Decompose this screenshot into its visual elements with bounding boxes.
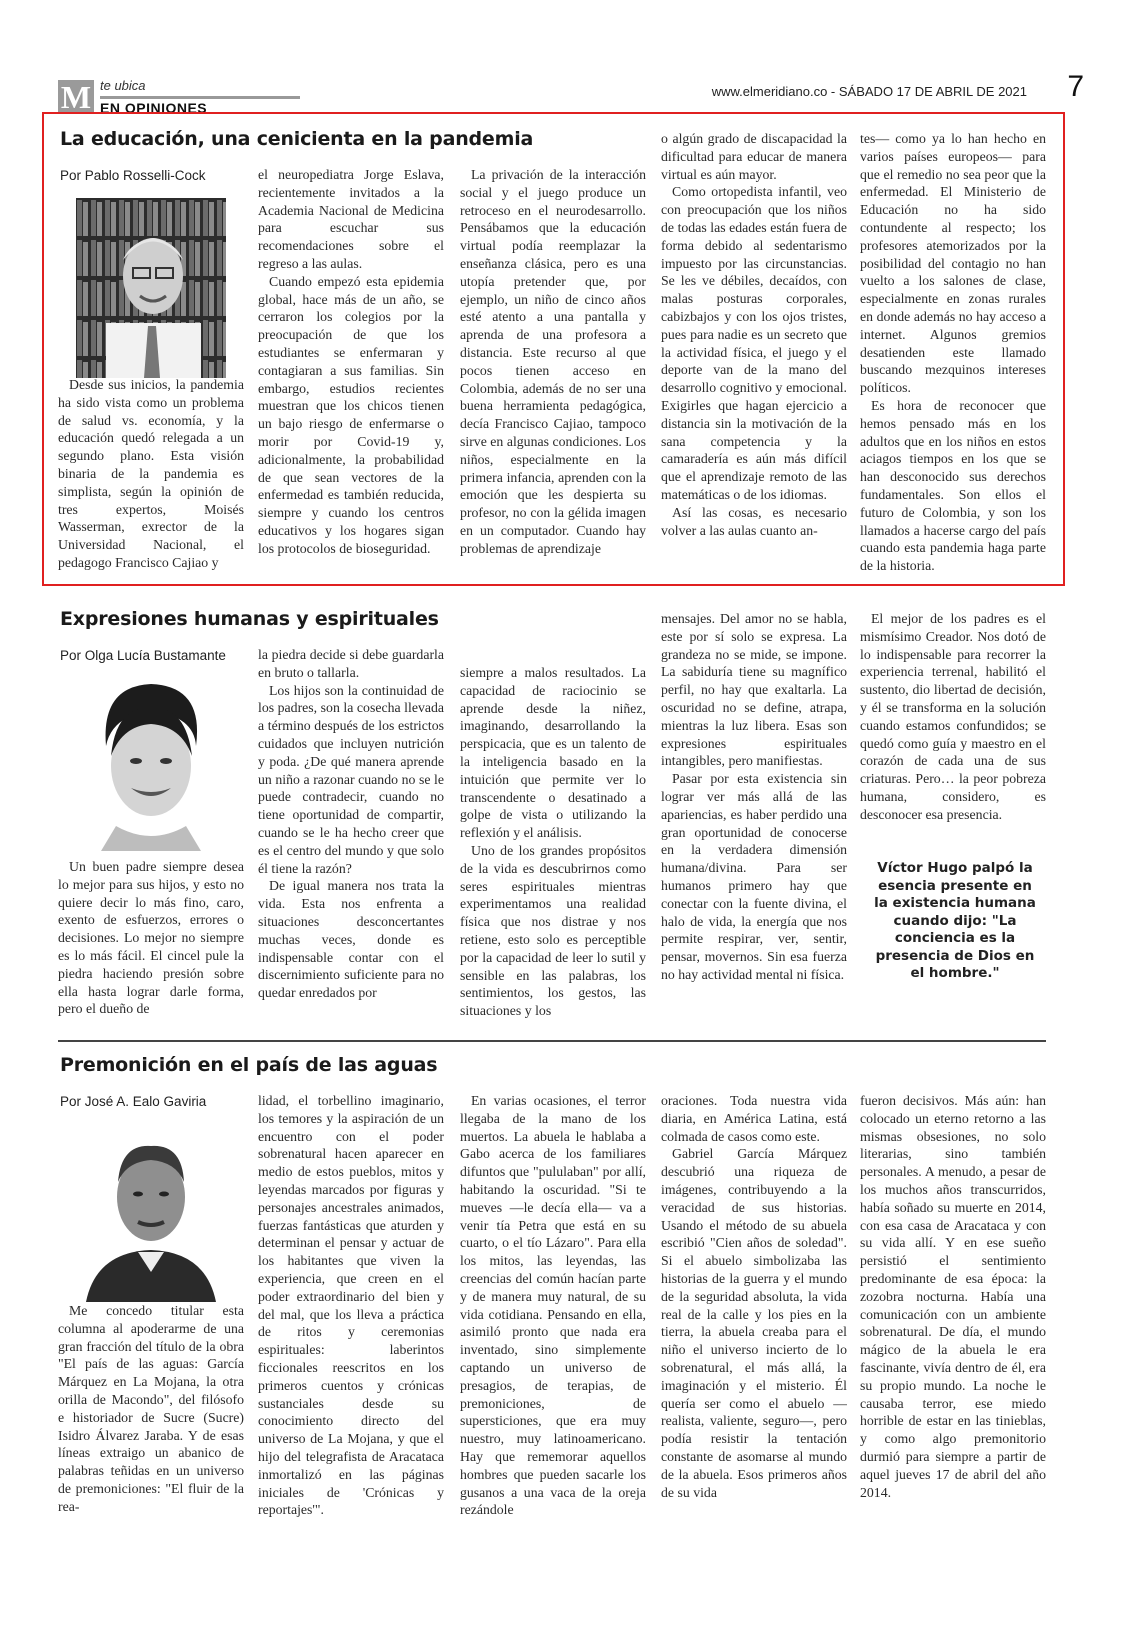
article-headline: Expresiones humanas y espirituales: [60, 608, 439, 630]
header-date-line[interactable]: www.elmeridiano.co - SÁBADO 17 DE ABRIL DE 2021: [711, 84, 1027, 99]
paragraph: Como ortopedista infantil, veo con preocupación que los niños de todas las edades están fuera de forma debido al sedentarismo impuesto por las circunstancias. Se les ve débiles, decaídos, con malas posturas corporales, cabizbajos y con los ojos tristes, pues para nadie es un secreto que la actividad física, el juego y el deporte van de la mano del desarrollo cognitivo y emocional. Exigirles que hagan ejercicio a distancia sin la motivación de la sana competencia y la camaradería es aún más difícil que el aprendizaje remoto de las matemáticas o de los idiomas.: [661, 184, 847, 502]
paragraph: Un buen padre siempre desea lo mejor para sus hijos, y esto no quiere decir lo más fino, caro, exento de esfuerzos, errores o decisiones. Lo mejor no siempre es lo más fácil. El cincel pule la piedra haciendo presión sobre ella hasta lograr darle forma, pero el dueño de: [58, 859, 244, 1017]
article-column-5: [860, 1092, 1046, 1589]
paragraph: La privación de la interacción social y el juego produce un retroceso en el neurodesarrollo. Pensábamos que la educación virtual podía reemplazar la enseñanza clásica, pero es una utopía pretender que, por ejemplo, un niño de cinco años esté atento a una pantalla y aprenda de una profesora a distancia. Este recurso al que pocos tienen acceso en Colombia, además de no ser una buena herramienta pedagógica, decía Francisco Cajiao, tampoco sirve en algunas condiciones. Los niños, especialmente en la primera infancia, aprenden con la emoción que les despierta su profesor, no con la gélida imagen en un computador. Cuando hay problemas de aprendizaje: [460, 167, 646, 556]
paragraph: la piedra decide si debe guardarla en bruto o tallarla.: [258, 647, 444, 680]
paragraph: Pasar por esta existencia sin lograr ver más allá de las apariencias, es haber perdido una gran oportunidad de conocerse en la verdadera dimensión humana/divina. Para ser humanos primero hay que conectar con la fuente divina, el halo de vida, la energía que nos permite respirar, ver, sentir, pensar, movernos. Sin esa fuerza no hay actividad mental ni física.: [661, 771, 847, 982]
author-photo: [76, 1122, 226, 1302]
article-column-1: [58, 376, 244, 576]
paragraph: Uno de los grandes propósitos de la vida es descubrirnos como seres espirituales mientras experimentamos una realidad física que nos distrae y nos retiene, esto solo es perceptible por la capacidad de leer lo sutil y sensible en las palabras, los sentimientos, los gestos, las situaciones y los: [460, 842, 646, 1019]
section-label: EN OPINIONES: [100, 100, 208, 116]
page-number: 7: [1067, 70, 1084, 103]
article-column-5: [860, 610, 1046, 845]
header-tagline: te ubica: [100, 78, 146, 93]
paragraph: Cuando empezó esta epidemia global, hace más de un año, se cerraron los colegios por la preocupación de que los estudiantes se enfermaran y contagiaran a sus familias. Sin embargo, estudios recientes muestran que los chicos tienen un bajo riesgo de enfermarse o morir por Covid-19 y, adicionalmente, la probabilidad de que sean vectores de la enfermedad es también reducida, siempre y cuando los centros educativos y los hogares sigan los protocolos de bioseguridad.: [258, 273, 444, 556]
author-photo: [76, 198, 226, 378]
paragraph: Así las cosas, es necesario volver a las aulas cuanto an-: [661, 504, 847, 538]
paragraph: Los hijos son la continuidad de los padres, son la cosecha llevada a término después de los estrictos cuidados que incluyen nutrición y poda. ¿De qué manera aprende un niño a razonar cuando no se le puede contradecir, cuando no tiene oportunidad de compartir, cuando se le ha hecho creer que es el centro del mundo y que solo él tiene la razón?: [258, 682, 444, 876]
article-column-4: [661, 610, 847, 1033]
article-column-1: [58, 858, 244, 1033]
author-photo: [76, 676, 226, 851]
paragraph: Desde sus inicios, la pandemia ha sido vista como un problema de salud vs. economía, y la educación quedó relegada a un segundo plano. Esta visión binaria de la pandemia es simplista, según la opinión de tres expertos, Moisés Wasserman, exrector de la Universidad Nacional, el pedagogo Francisco Cajiao y: [58, 377, 244, 570]
article-byline: Por José A. Ealo Gaviria: [60, 1094, 207, 1109]
paragraph: tes— como ya lo han hecho en varios países europeos— para que el remedio no sea peor que la enfermedad. El Ministerio de Educación no ha sido contundente al respecto; los profesores atemorizados por la posibilidad del contagio no han vuelto a los salones de clase, especialmente en zonas rurales en donde además no hay acceso a internet. Algunos gremios desatienden este llamado buscando mezquinos intereses políticos.: [860, 131, 1046, 396]
article-column-2: [258, 166, 444, 576]
paragraph: lidad, el torbellino imaginario, los temores y la aspiración de un encuentro con el poder sobrenatural hacen aparecer en medio de estos pueblos, mitos y leyendas marcados por figuras y personajes ancestrales animados, fuerzas fantásticas que aturden y determinan el pensar y actuar de los habitantes que viven la experiencia, que creen en el poder extraordinario del bien y del mal, que los lleva a práctica de ritos y ceremonias espirituales: laberintos ficcionales reescritos en los primeros cuentos y crónicas sustanciales desde su conocimiento directo del universo de La Mojana, y que el hijo del telegrafista de Aracataca inmortalizó en las páginas iniciales de 'Crónicas y reportajes'".: [258, 1093, 444, 1518]
article-education: [58, 128, 1088, 578]
article-column-5: [860, 130, 1046, 576]
paragraph: El mejor de los padres es el mismísimo Creador. Nos dotó de lo indispensable para recorrer la experiencia terrenal, habilitó el sustento, dio libertad de decisión, y él se transforma en la solución cuando estamos confundidos; se quedó como guía y maestro en el corazón de cada una de sus criaturas. Pero… la peor pobreza humana, considero, es desconocer esa presencia.: [860, 611, 1046, 822]
article-column-1: [58, 1302, 244, 1589]
paragraph: o algún grado de discapacidad la dificultad para educar de manera virtual es aún mayor.: [661, 131, 847, 182]
article-column-2: [258, 1092, 444, 1589]
article-headline: La educación, una cenicienta en la pandemia: [60, 128, 534, 150]
paragraph: fueron decisivos. Más aún: han colocado un eterno retorno a las mismas obsesiones, no solo literarias, sino también personales. A menudo, a pesar de los muchos años transcurridos, había soñado su muerte en 2014, con esa casa de Aracataca y con su vida allí. Y en ese sueño persistió el sentimiento predominante de esa época: la zozobra nocturna. Había una comunicación con un ambiente sobrenatural. De día, el mundo mágico de la abuela le era fascinante, vivía dentro de él, era su propio mundo. La noche le causaba terror, ese miedo horrible de estar en las tinieblas, y como algo premonitorio durmió para siempre a partir de aquel jueves 17 de abril del año 2014.: [860, 1093, 1046, 1500]
article-column-3: [460, 664, 646, 1033]
paragraph: mensajes. Del amor no se habla, este por sí solo se expresa. La grandeza no se mide, se impone. La sabiduría tiene su magnífico perfil, no hay que exaltarla. La oscuridad no se define, atrapa, mientras la luz libera. Esas son expresiones espirituales intangibles, pero manifiestas.: [661, 611, 847, 769]
paragraph: oraciones. Toda nuestra vida diaria, en América Latina, está colmada de casos como este.: [661, 1093, 847, 1144]
article-premonition: [58, 1054, 1088, 1589]
svg-text:M: M: [60, 80, 92, 114]
article-column-3: [460, 1092, 646, 1589]
paragraph: De igual manera nos trata la vida. Esta nos enfrenta a situaciones desconcertantes muchas veces, donde es indispensable contar con el discernimiento suficiente para no quedar enredados por: [258, 878, 444, 1001]
article-column-3: [460, 166, 646, 576]
article-byline: Por Pablo Rosselli-Cock: [60, 168, 206, 183]
paragraph: Gabriel García Márquez descubrió una riqueza de imágenes, contribuyendo a la veracidad de sus historias. Usando el método de su abuela escribió "Cien años de soledad". Si el abuelo simbolizaba las historias de la guerra y el mundo de la seguridad absoluta, la vida real de la calle y los pies en la tierra, la abuela creaba para el niño el universo incierto de lo sobrenatural, el más allá, la imaginación y el misterio. Él quería ser como el abuelo —realista, valiente, seguro—, pero podía resistir la tentación constante de asomarse al mundo de la abuela. Esos primeros años de su vida: [661, 1146, 847, 1500]
article-column-4: [661, 1092, 847, 1589]
paragraph: Es hora de reconocer que hemos pensado más en los adultos que en los niños en estos aciagos tiempos en los que se han desconocido sus derechos fundamentales. Son ellos el futuro de Colombia, y son los llamados a hacerse cargo del país cuando esta pandemia haga parte de la historia.: [860, 397, 1046, 574]
paragraph: siempre a malos resultados. La capacidad de raciocinio se aprende desde la niñez, imaginando, desarrollando la perspicacia, que es un talento de la inteligencia basado en la intuición que permite ver lo transcendente o desatinado a golpe de vista o utilizando la reflexión y el análisis.: [460, 665, 646, 841]
article-divider: [58, 1040, 1046, 1042]
paragraph: En varias ocasiones, el terror llegaba de la mano de los muertos. La abuela le hablaba a Gabo acerca de los familiares difuntos que "pululaban" por allí, habitando la oscuridad. "Si te mueves —le decía ella— va a venir tía Petra que está en su cuarto, o el tío Lázaro". Para ella los mitos, las leyendas, las creencias del común hacían parte y de manera muy natural, de su vida cotidiana. Pensando en ella, asimiló pronto que nada era inventado, sino simplemente captando un universo de presagios, de terapias, de premoniciones, de supersticiones, que era muy nuestro, muy latinoamericano. Hay que rememorar aquellos hombres que pueden sacarle los gusanos a una vaca de la oreja rezándole: [460, 1093, 646, 1518]
header-rule: [100, 96, 300, 99]
pull-quote: Víctor Hugo palpó la esencia presente en la existencia humana cuando dijo: "La conciencia es la presencia de Dios en el hombre.": [874, 860, 1036, 981]
newspaper-logo-icon: [58, 80, 94, 114]
article-headline: Premonición en el país de las aguas: [60, 1054, 438, 1076]
paragraph: el neuropediatra Jorge Eslava, recientemente invitados a la Academia Nacional de Medicina para escuchar sus recomendaciones sobre el regreso a las aulas.: [258, 167, 444, 271]
paragraph: Me concedo titular esta columna al apoderarme de una gran fracción del título de la obra "El país de las aguas: García Márquez en La Mojana, la otra orilla de Macondo", del filósofo e historiador de Sucre (Sucre) Isidro Álvarez Jaraba. Y de esas líneas extraigo un abanico de palabras teñidas en un universo de premoniciones: "El fluir de la rea-: [58, 1303, 244, 1514]
article-column-4: [661, 130, 847, 576]
article-byline: Por Olga Lucía Bustamante: [60, 648, 226, 663]
article-column-2: [258, 646, 444, 1033]
